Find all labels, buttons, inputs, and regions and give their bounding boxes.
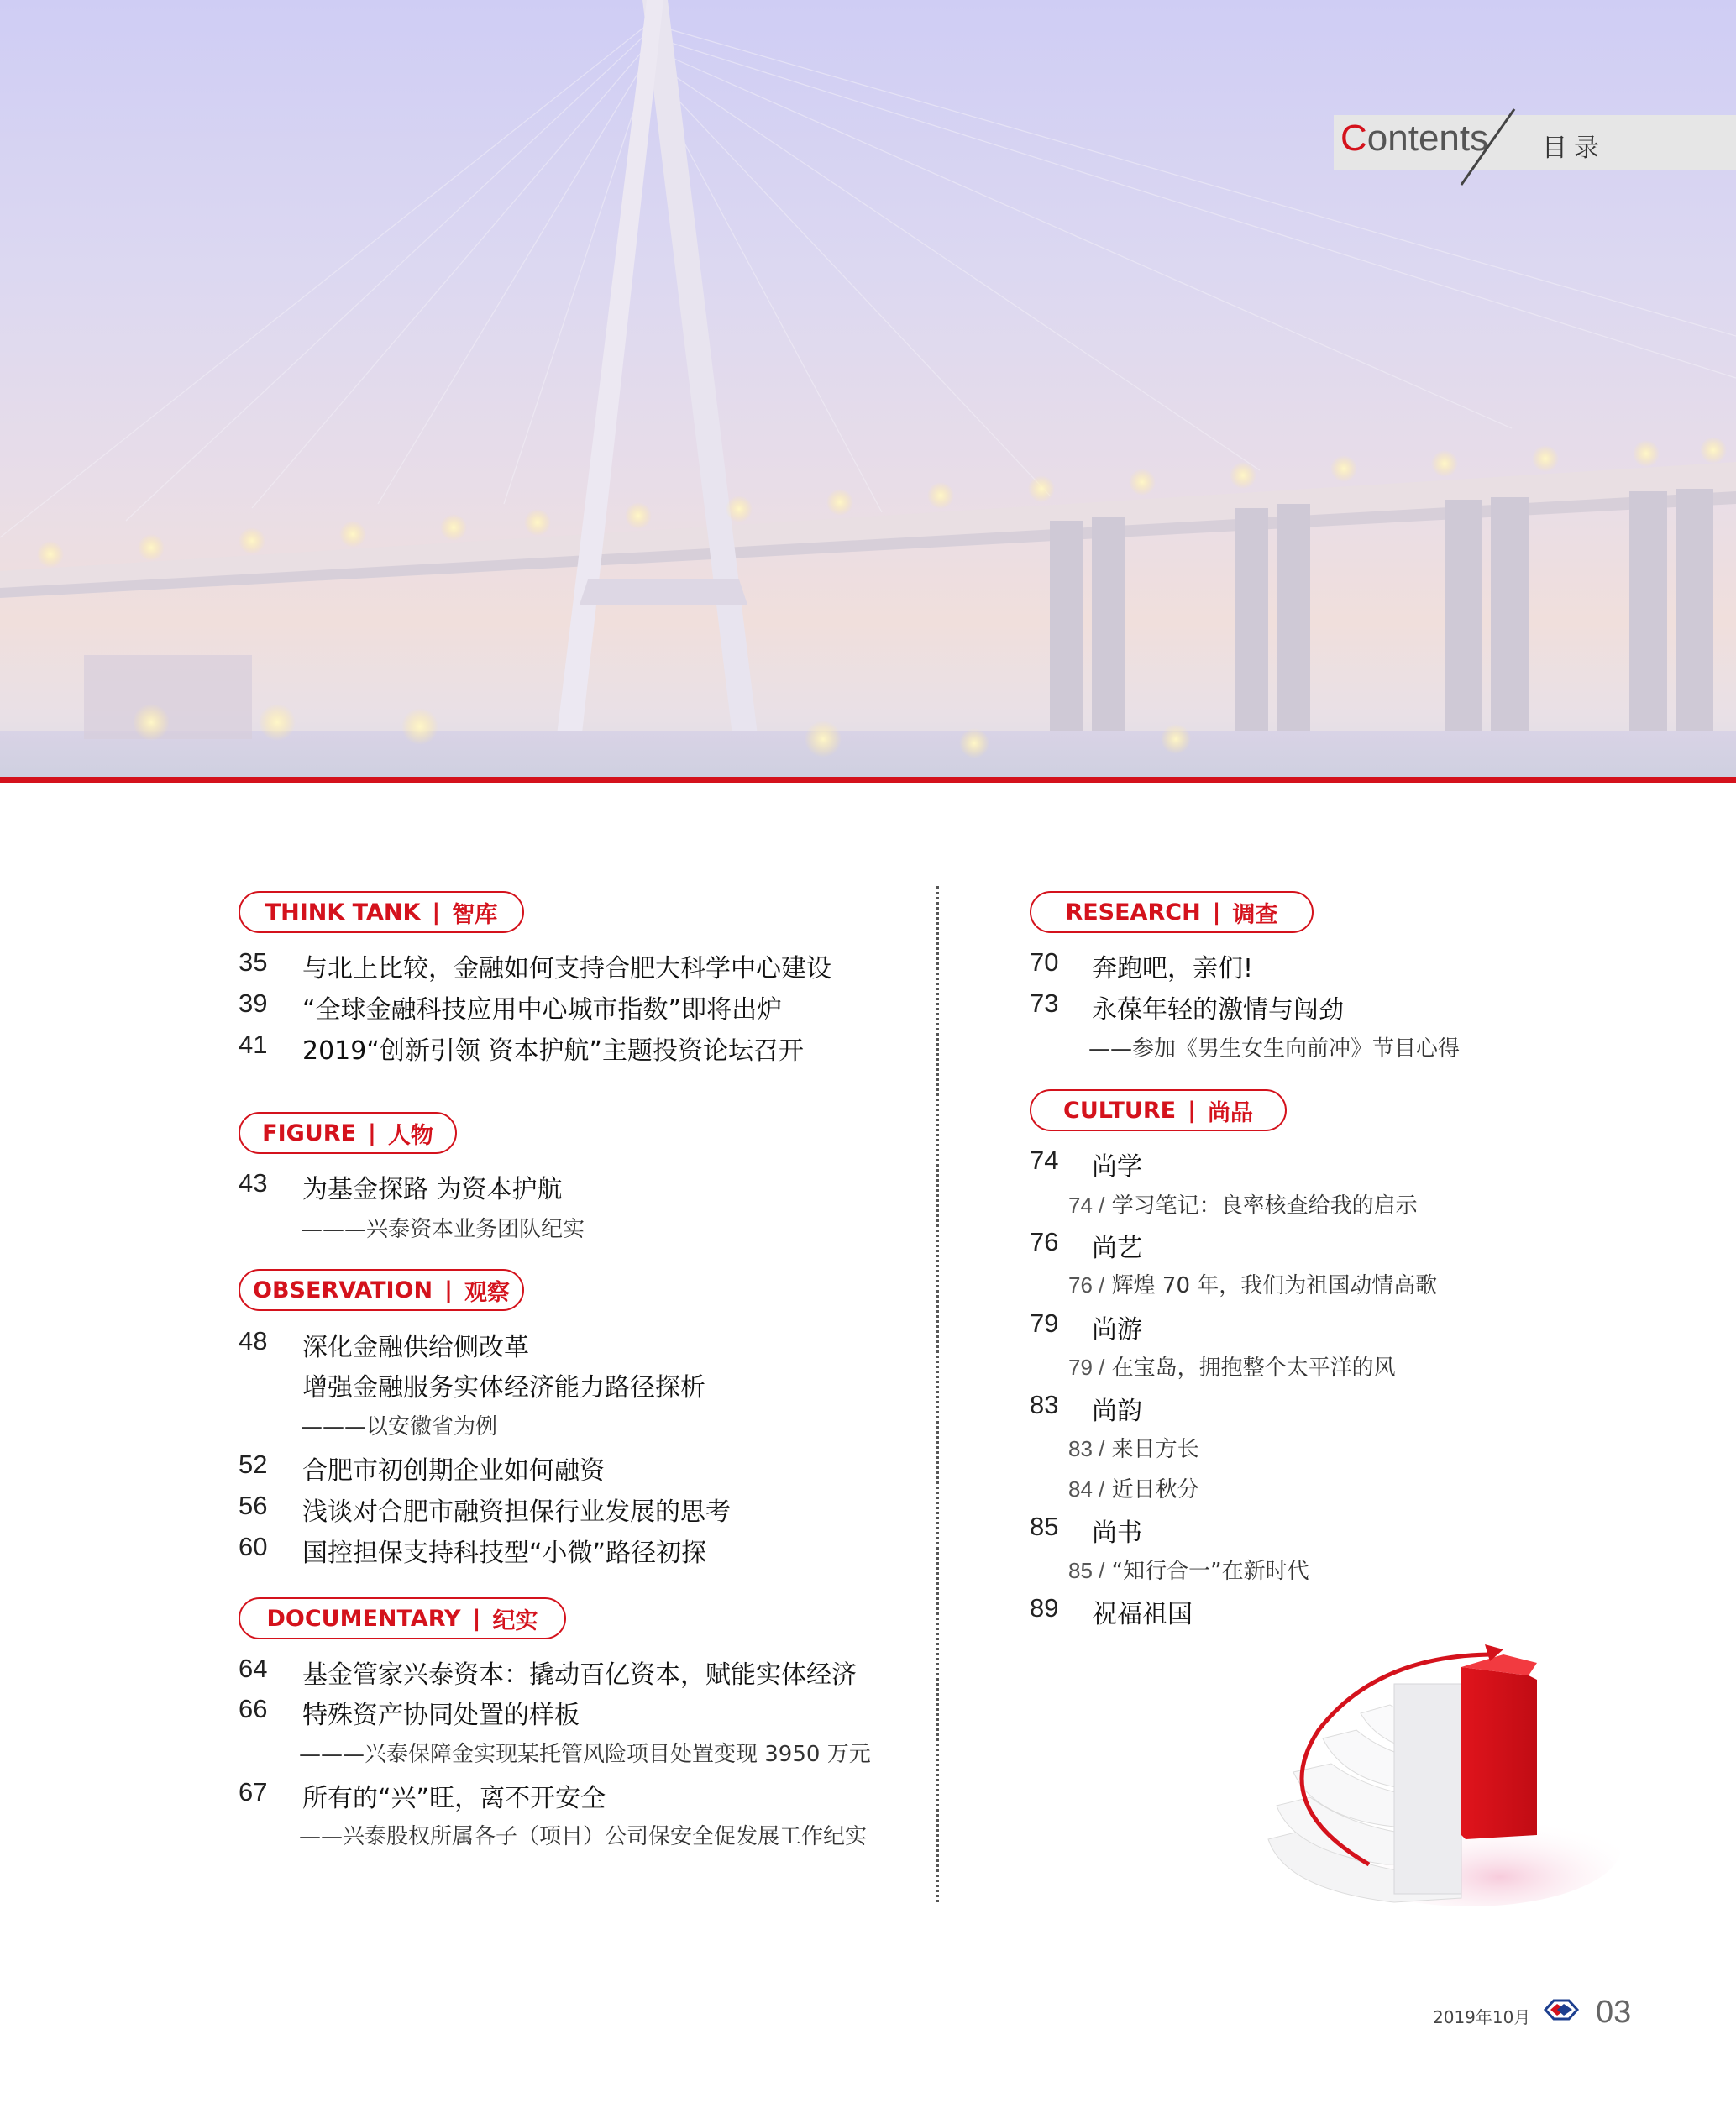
section-cn-label: 调查 (1232, 901, 1278, 928)
entry-title[interactable]: 尚游 (1092, 1315, 1142, 1345)
entry-title[interactable]: 祝福祖国 (1092, 1600, 1193, 1629)
section-cn-label: 人物 (387, 1122, 433, 1149)
entry-subtitle: ———兴泰资本业务团队纪实 (301, 1217, 585, 1242)
contents-heading-rest: ontents (1366, 118, 1489, 159)
entry-title[interactable]: 浅谈对合肥市融资担保行业发展的思考 (302, 1497, 731, 1527)
entry-page-number[interactable]: 79 (1030, 1308, 1059, 1338)
entry-title[interactable]: 永葆年轻的激情与闯劲 (1092, 995, 1344, 1025)
entry-subentry[interactable] (1068, 1188, 1418, 1219)
subentry-title: “知行合一”在新时代 (1111, 1559, 1309, 1584)
entry-title[interactable]: 奔跑吧，亲们! (1092, 954, 1254, 983)
section-separator: | (472, 1605, 481, 1632)
entry-title[interactable]: 为基金探路 为资本护航 (302, 1175, 563, 1204)
subentry-page: 85 / (1068, 1558, 1105, 1583)
entry-title[interactable]: 尚书 (1092, 1518, 1142, 1548)
hero-bottom-rule (0, 777, 1736, 783)
entry-title[interactable]: “全球金融科技应用中心城市指数”即将出炉 (302, 995, 783, 1025)
entry-page-number[interactable]: 70 (1030, 947, 1059, 977)
entry-page-number[interactable]: 56 (239, 1491, 268, 1520)
entry-subentry[interactable] (1068, 1350, 1396, 1382)
section-separator: | (367, 1120, 376, 1146)
entry-page-number[interactable]: 76 (1030, 1227, 1059, 1256)
section-pill-culture (1030, 1089, 1287, 1131)
subentry-title: 辉煌 70 年，我们为祖国动情高歌 (1111, 1273, 1438, 1298)
section-separator: | (432, 899, 441, 926)
entry-title[interactable]: 合肥市初创期企业如何融资 (302, 1456, 605, 1486)
entry-page-number[interactable]: 41 (239, 1030, 268, 1059)
entry-page-number[interactable]: 66 (239, 1694, 268, 1723)
entry-title[interactable]: 基金管家兴泰资本：撬动百亿资本，赋能实体经济 (302, 1660, 857, 1690)
section-separator: | (444, 1277, 453, 1303)
growth-steps-illustration (1251, 1638, 1621, 1915)
entry-title[interactable]: 国控担保支持科技型“小微”路径初探 (302, 1539, 707, 1568)
entry-title[interactable]: 尚艺 (1092, 1234, 1142, 1263)
entry-page-number[interactable]: 89 (1030, 1593, 1059, 1623)
entry-page-number[interactable]: 83 (1030, 1390, 1059, 1419)
section-en-label: CULTURE (1063, 1097, 1177, 1124)
section-pill-research (1030, 891, 1314, 933)
subentry-page: 84 / (1068, 1476, 1105, 1502)
entry-page-number[interactable]: 60 (239, 1532, 268, 1561)
section-separator: | (1212, 899, 1221, 926)
subentry-title: 来日方长 (1111, 1437, 1199, 1462)
entry-title[interactable]: 尚韵 (1092, 1397, 1142, 1426)
entry-page-number[interactable]: 74 (1030, 1146, 1059, 1175)
column-divider (936, 886, 939, 1902)
entry-subentry[interactable] (1068, 1472, 1199, 1503)
entry-page-number[interactable]: 67 (239, 1777, 268, 1806)
section-cn-label: 观察 (464, 1279, 510, 1306)
entry-title[interactable]: 2019“创新引领 资本护航”主题投资论坛召开 (302, 1036, 804, 1066)
entry-title[interactable]: 尚学 (1092, 1152, 1142, 1182)
entry-page-number[interactable]: 85 (1030, 1512, 1059, 1541)
entry-subentry[interactable] (1068, 1432, 1199, 1463)
section-cn-label: 尚品 (1207, 1099, 1253, 1126)
hero-image (0, 0, 1736, 777)
entry-title[interactable]: 特殊资产协同处置的样板 (302, 1701, 580, 1730)
entry-subtitle: ———以安徽省为例 (301, 1414, 498, 1439)
section-en-label: RESEARCH (1065, 899, 1201, 926)
entry-subentry[interactable] (1068, 1554, 1309, 1585)
subentry-page: 74 / (1068, 1193, 1105, 1218)
entry-page-number[interactable]: 64 (239, 1654, 268, 1683)
publisher-logo-icon (1542, 1997, 1581, 2022)
entry-subtitle: ———兴泰保障金实现某托管风险项目处置变现 3950 万元 (299, 1742, 871, 1767)
subentry-page: 83 / (1068, 1436, 1105, 1461)
section-pill-observation (239, 1269, 524, 1311)
entry-page-number[interactable]: 39 (239, 988, 268, 1018)
entry-subtitle: ——兴泰股权所属各子（项目）公司保安全促发展工作纪实 (299, 1824, 868, 1849)
entry-page-number[interactable]: 35 (239, 947, 268, 977)
contents-heading-initial: C (1340, 118, 1367, 159)
entry-title[interactable]: 深化金融供给侧改革 (302, 1333, 529, 1362)
section-pill-figure (239, 1112, 457, 1154)
subentry-page: 79 / (1068, 1355, 1105, 1380)
subentry-title: 学习笔记：良率核查给我的启示 (1111, 1193, 1418, 1219)
entry-title[interactable]: 与北上比较，金融如何支持合肥大科学中心建设 (302, 954, 831, 983)
section-en-label: DOCUMENTARY (266, 1605, 461, 1632)
entry-page-number[interactable]: 48 (239, 1326, 268, 1356)
contents-heading-cn: 目录 (1542, 134, 1606, 163)
section-separator: | (1188, 1097, 1196, 1124)
section-en-label: THINK TANK (265, 899, 421, 926)
entry-page-number[interactable]: 43 (239, 1168, 268, 1198)
entry-subentry[interactable] (1068, 1268, 1437, 1299)
page-number: 03 (1596, 1995, 1632, 2030)
entry-page-number[interactable]: 52 (239, 1450, 268, 1479)
section-cn-label: 纪实 (492, 1607, 538, 1634)
entry-title-line2[interactable]: 增强金融服务实体经济能力路径探析 (302, 1373, 705, 1403)
issue-date: 2019年10月 (1433, 2007, 1531, 2027)
entry-subtitle: ——参加《男生女生向前冲》节目心得 (1088, 1036, 1461, 1062)
subentry-title: 近日秋分 (1111, 1477, 1199, 1502)
entry-page-number[interactable]: 73 (1030, 988, 1059, 1018)
section-en-label: FIGURE (262, 1120, 356, 1146)
section-cn-label: 智库 (452, 901, 498, 928)
subentry-page: 76 / (1068, 1272, 1105, 1298)
entry-title[interactable]: 所有的“兴”旺，离不开安全 (302, 1784, 606, 1813)
section-pill-documentary (239, 1597, 566, 1639)
subentry-title: 在宝岛，拥抱整个太平洋的风 (1111, 1356, 1396, 1381)
section-pill-think-tank (239, 891, 524, 933)
contents-heading (1340, 118, 1488, 160)
section-en-label: OBSERVATION (253, 1277, 433, 1303)
